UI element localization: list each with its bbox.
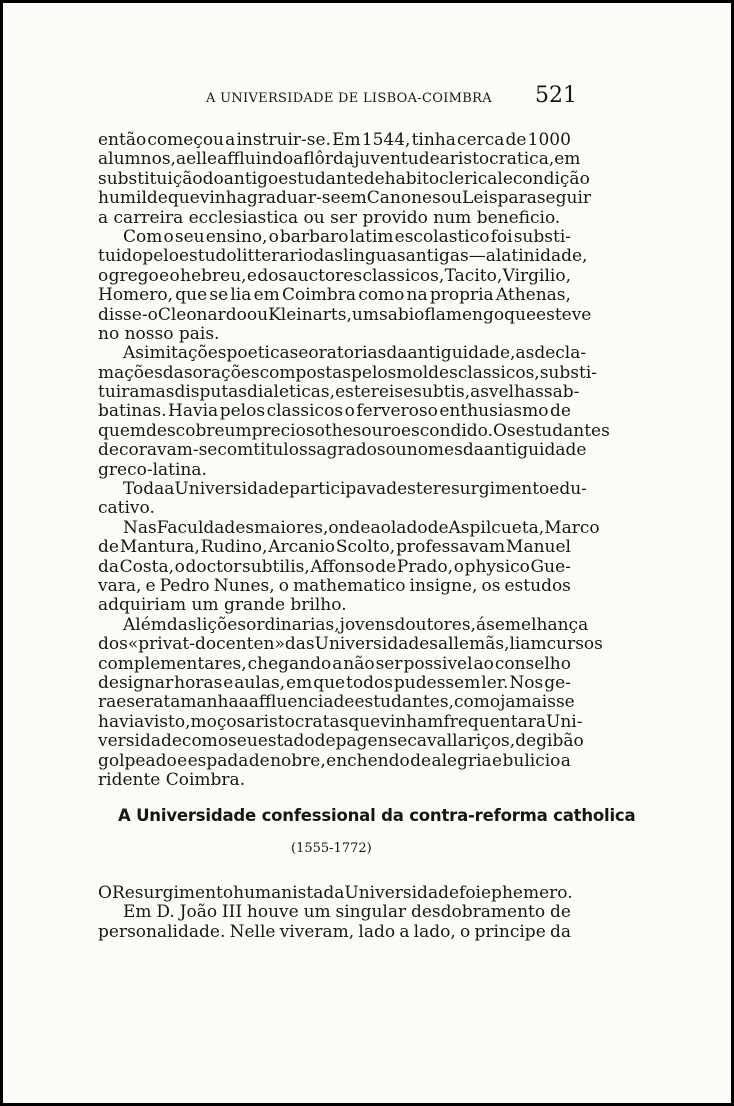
text-line: o grego e o hebreu, e dos auctores classicos, Tacito, Virgilio,: [98, 265, 571, 286]
section-text: [98, 884, 571, 942]
text-line: havia visto, moços aristocratas que vinham frequentar a Uni-: [98, 711, 583, 732]
text-line: então começou a instruir-se. Em 1544, tinha cerca de 1000: [98, 130, 571, 150]
body-text: [98, 130, 610, 790]
text-line: alumnos, a elle affluindo a flôr da juventude aristocratica, em: [98, 149, 581, 170]
text-line: designar horas e aulas, em que todos pudessem ler. Nos ge-: [98, 672, 571, 693]
text-line: disse-o Cleonardo ou Kleinarts, um sabio flamengo que esteve: [98, 304, 592, 325]
text-line: Além das lições ordinarias, jovens doutores, á semelhança: [123, 614, 589, 635]
text-line: dos «privat-docenten» das Universidades allemãs, liam cursos: [98, 634, 603, 655]
section-dates: (1555-1772): [291, 841, 372, 856]
page-number: 521: [535, 83, 577, 108]
text-line: batinas. Havia pelos classicos o ferveroso enthusiasmo de: [98, 401, 571, 422]
text-line: humilde que vinha graduar-se em Canones ou Leis para seguir: [98, 188, 592, 209]
section-heading: A Universidade confessional da contra-reforma catholica: [118, 806, 636, 825]
text-line: raes era tamanha a affluencia de estudantes, como jamais se: [98, 692, 575, 713]
running-head: A UNIVERSIDADE DE LISBOA-COIMBRA: [206, 91, 492, 106]
text-line: Homero, que se lia em Coimbra como na propria Athenas,: [98, 285, 571, 306]
text-line: da Costa, o doctor subtilis, Affonso de Prado, o physico Gue-: [98, 556, 571, 577]
text-line: decoravam-se com titulos sagrados ou nomes da antiguidade: [98, 440, 587, 461]
text-line: tuiram as disputas dialeticas, estereis e subtis, as velhas sab-: [98, 382, 580, 403]
text-line: no nosso pais.: [98, 323, 220, 344]
text-line: versidade com o seu estado de pagens e cavallariços, de gibão: [98, 731, 584, 752]
text-line: complementares, chegando a não ser possivel ao conselho: [98, 653, 571, 674]
text-line: de Mantura, Rudino, Arcanio Scolto, professavam Manuel: [98, 537, 571, 558]
text-line: adquiriam um grande brilho.: [98, 595, 347, 616]
text-line: Nas Faculdades maiores, onde ao lado de Aspilcueta, Marco: [123, 517, 600, 538]
text-line: personalidade. Nelle viveram, lado a lado, o principe da: [98, 921, 571, 942]
text-line: O Resurgimento humanista da Universidade foi ephemero.: [98, 883, 573, 903]
text-line: tuido pelo estudo litterario das linguas antigas — a latinidade,: [98, 246, 588, 267]
text-line: greco-latina.: [98, 459, 207, 480]
text-line: Toda a Universidade participava deste resurgimento edu-: [123, 479, 587, 500]
text-line: Em D. João III houve um singular desdobramento de: [123, 902, 571, 923]
text-line: quem descobre um precioso thesouro escondido. Os estudantes: [98, 420, 610, 441]
text-line: vara, e Pedro Nunes, o mathematico insigne, os estudos: [98, 575, 571, 596]
text-line: substituição do antigo estudante de habito clerical e condição: [98, 168, 590, 189]
text-line: golpeado e espada de nobre, enchendo de alegria e bulicio a: [98, 750, 571, 771]
text-line: ridente Coimbra.: [98, 769, 246, 790]
text-line: a carreira ecclesiastica ou ser provido num beneficio.: [98, 207, 561, 228]
book-page: [3, 3, 731, 1103]
text-line: As imitações poeticas e oratorias da antiguidade, as decla-: [123, 343, 587, 364]
text-line: Com o seu ensino, o barbaro latim escolastico foi substi-: [123, 226, 571, 247]
text-line: mações das orações compostas pelos moldes classicos, substi-: [98, 362, 597, 383]
text-line: cativo.: [98, 498, 155, 519]
